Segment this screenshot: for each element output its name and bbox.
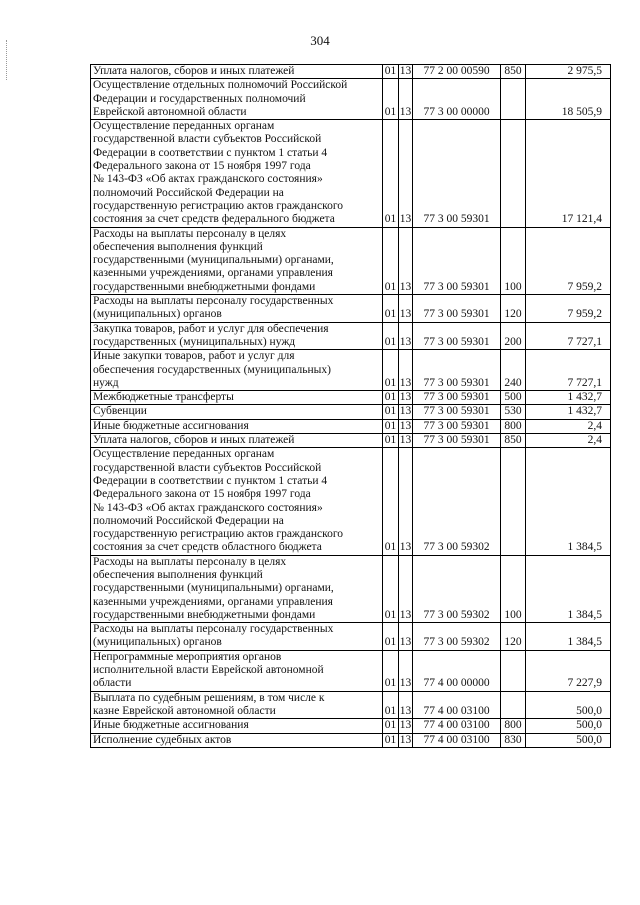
target-article-code-cell: 77 3 00 59301 [413, 434, 501, 448]
expense-type-code-cell: 850 [501, 65, 526, 79]
target-article-code-cell: 77 3 00 59301 [413, 419, 501, 433]
subsection-code-cell: 13 [399, 733, 412, 746]
expense-type-code-cell [501, 691, 526, 719]
subsection-code-cell: 13 [399, 120, 413, 227]
expense-name-cell: Выплата по судебным решениям, в том числе к казне Еврейской автономной области [91, 691, 383, 719]
amount-cell: 500,0 [526, 719, 611, 733]
target-article-code-cell: 77 3 00 00000 [413, 79, 501, 120]
subsection-code-cell: 13 [399, 227, 413, 294]
amount-cell: 18 505,9 [526, 79, 611, 120]
page-number: 304 [310, 33, 330, 48]
expense-name-cell: Осуществление отдельных полномочий Российской Федерации и государственных полномочий Еврейской автономной области [91, 79, 383, 120]
amount-cell: 1 384,5 [526, 555, 611, 622]
expense-name-cell: Иные бюджетные ассигнования [91, 719, 383, 733]
section-code-cell: 01 [383, 650, 399, 691]
subsection-code-cell: 13 [399, 322, 413, 350]
section-code-cell: 01 [383, 405, 399, 419]
expense-name-cell: Расходы на выплаты персоналу в целях обеспечения выполнения функций государственными (муниципальными) органами, казенными учреждениями, органами управления государственными внебюджетными фондами [91, 227, 383, 294]
expense-type-code-cell: 830 [501, 733, 526, 747]
expense-name-cell: Расходы на выплаты персоналу государственных (муниципальных) органов [91, 623, 383, 651]
table-row [91, 555, 611, 622]
expense-name-cell: Закупка товаров, работ и услуг для обеспечения государственных (муниципальных) нужд [91, 322, 383, 350]
expense-type-code-cell: 100 [501, 555, 526, 622]
expense-type-code-cell: 200 [501, 322, 526, 350]
table-row [91, 650, 611, 691]
target-article-code-cell: 77 3 00 59301 [413, 227, 501, 294]
amount-cell: 2,4 [526, 419, 611, 433]
target-article-code-cell: 77 3 00 59302 [413, 555, 501, 622]
section-code-cell: 01 [383, 120, 399, 227]
target-article-code-cell: 77 3 00 59301 [413, 120, 501, 227]
expense-type-code-cell [501, 120, 526, 227]
subsection-code-cell: 13 [399, 419, 412, 432]
expense-type-code-cell: 530 [501, 405, 526, 419]
expense-name-cell: Субвенции [91, 405, 383, 419]
expense-type-code-cell: 240 [501, 350, 526, 391]
table-row [91, 419, 611, 433]
table-row [91, 448, 611, 555]
expense-type-code-cell: 800 [501, 419, 526, 433]
expense-type-code-cell [501, 448, 526, 555]
expense-name-cell: Межбюджетные трансферты [91, 391, 383, 405]
table-row [91, 733, 611, 747]
amount-cell: 7 959,2 [526, 295, 611, 323]
subsection-code-cell: 13 [399, 623, 413, 651]
table-row [91, 79, 611, 120]
target-article-code-cell: 77 3 00 59301 [413, 391, 501, 405]
subsection-code-cell: 13 [399, 434, 412, 447]
amount-cell: 17 121,4 [526, 120, 611, 227]
section-code-cell: 01 [383, 419, 399, 433]
section-code-cell: 01 [383, 350, 399, 391]
section-code-cell: 01 [383, 391, 399, 405]
section-code-cell: 01 [383, 65, 399, 79]
table-row [91, 691, 611, 719]
amount-cell: 7 727,1 [526, 350, 611, 391]
amount-cell: 1 432,7 [526, 391, 611, 405]
budget-table-body [91, 65, 611, 748]
table-row [91, 120, 611, 227]
amount-cell: 7 727,1 [526, 322, 611, 350]
section-code-cell: 01 [383, 448, 399, 555]
expense-name-cell: Непрограммные мероприятия органов исполнительной власти Еврейской автономной области [91, 650, 383, 691]
subsection-code-cell: 13 [399, 555, 413, 622]
expense-name-cell: Осуществление переданных органам государственной власти субъектов Российской Федерации в соответствии с пунктом 1 статьи 4 Федерального закона от 15 ноября 1997 года № 143-ФЗ «Об актах гражданского состояния» полномочий Российской Федерации на государственную регистрацию актов гражданского состояния за счет средств федерального бюджета [91, 120, 383, 227]
table-row [91, 405, 611, 419]
subsection-code-cell: 13 [399, 391, 412, 404]
subsection-code-cell: 13 [399, 650, 413, 691]
subsection-code-cell: 13 [399, 65, 412, 77]
target-article-code-cell: 77 3 00 59301 [413, 405, 501, 419]
amount-cell: 2,4 [526, 434, 611, 448]
subsection-code-cell: 13 [399, 719, 412, 732]
section-code-cell: 01 [383, 79, 399, 120]
expense-type-code-cell [501, 650, 526, 691]
expense-type-code-cell: 500 [501, 391, 526, 405]
section-code-cell: 01 [383, 295, 399, 323]
table-row [91, 322, 611, 350]
target-article-code-cell: 77 3 00 59301 [413, 350, 501, 391]
expense-name-cell: Осуществление переданных органам государственной власти субъектов Российской Федерации в соответствии с пунктом 1 статьи 4 Федерального закона от 15 ноября 1997 года № 143-ФЗ «Об актах гражданского состояния» полномочий Российской Федерации на государственную регистрацию актов гражданского состояния за счет средств областного бюджета [91, 448, 383, 555]
table-row [91, 391, 611, 405]
amount-cell: 7 959,2 [526, 227, 611, 294]
expense-type-code-cell: 850 [501, 434, 526, 448]
table-row [91, 719, 611, 733]
section-code-cell: 01 [383, 322, 399, 350]
budget-table [90, 64, 611, 748]
expense-type-code-cell: 120 [501, 623, 526, 651]
target-article-code-cell: 77 3 00 59301 [413, 295, 501, 323]
table-row [91, 623, 611, 651]
expense-name-cell: Уплата налогов, сборов и иных платежей [91, 434, 383, 448]
expense-type-code-cell: 120 [501, 295, 526, 323]
target-article-code-cell: 77 4 00 03100 [413, 719, 501, 733]
target-article-code-cell: 77 4 00 03100 [413, 733, 501, 747]
amount-cell: 7 227,9 [526, 650, 611, 691]
subsection-code-cell: 13 [399, 350, 413, 391]
section-code-cell: 01 [383, 691, 399, 719]
target-article-code-cell: 77 4 00 00000 [413, 650, 501, 691]
target-article-code-cell: 77 3 00 59302 [413, 448, 501, 555]
expense-name-cell: Расходы на выплаты персоналу государственных (муниципальных) органов [91, 295, 383, 323]
target-article-code-cell: 77 3 00 59301 [413, 322, 501, 350]
expense-name-cell: Иные бюджетные ассигнования [91, 419, 383, 433]
subsection-code-cell: 13 [399, 405, 412, 418]
target-article-code-cell: 77 4 00 03100 [413, 691, 501, 719]
subsection-code-cell: 13 [399, 448, 413, 555]
amount-cell: 500,0 [526, 691, 611, 719]
expense-type-code-cell [501, 79, 526, 120]
section-code-cell: 01 [383, 733, 399, 747]
subsection-code-cell: 13 [399, 295, 413, 323]
expense-name-cell: Исполнение судебных актов [91, 733, 383, 747]
table-row [91, 350, 611, 391]
amount-cell: 1 384,5 [526, 623, 611, 651]
table-row [91, 65, 611, 79]
target-article-code-cell: 77 2 00 00590 [413, 65, 501, 79]
table-row [91, 295, 611, 323]
section-code-cell: 01 [383, 434, 399, 448]
amount-cell: 1 432,7 [526, 405, 611, 419]
table-row [91, 434, 611, 448]
expense-type-code-cell: 100 [501, 227, 526, 294]
expense-name-cell: Уплата налогов, сборов и иных платежей [91, 65, 383, 79]
expense-type-code-cell: 800 [501, 719, 526, 733]
amount-cell: 1 384,5 [526, 448, 611, 555]
expense-name-cell: Иные закупки товаров, работ и услуг для обеспечения государственных (муниципальных) нужд [91, 350, 383, 391]
section-code-cell: 01 [383, 555, 399, 622]
subsection-code-cell: 13 [399, 691, 413, 719]
amount-cell: 2 975,5 [526, 65, 611, 79]
subsection-code-cell: 13 [399, 79, 413, 120]
table-row [91, 227, 611, 294]
section-code-cell: 01 [383, 227, 399, 294]
target-article-code-cell: 77 3 00 59302 [413, 623, 501, 651]
amount-cell: 500,0 [526, 733, 611, 747]
section-code-cell: 01 [383, 719, 399, 733]
section-code-cell: 01 [383, 623, 399, 651]
expense-name-cell: Расходы на выплаты персоналу в целях обеспечения выполнения функций государственными (муниципальными) органами, казенными учреждениями, органами управления государственными внебюджетными фондами [91, 555, 383, 622]
